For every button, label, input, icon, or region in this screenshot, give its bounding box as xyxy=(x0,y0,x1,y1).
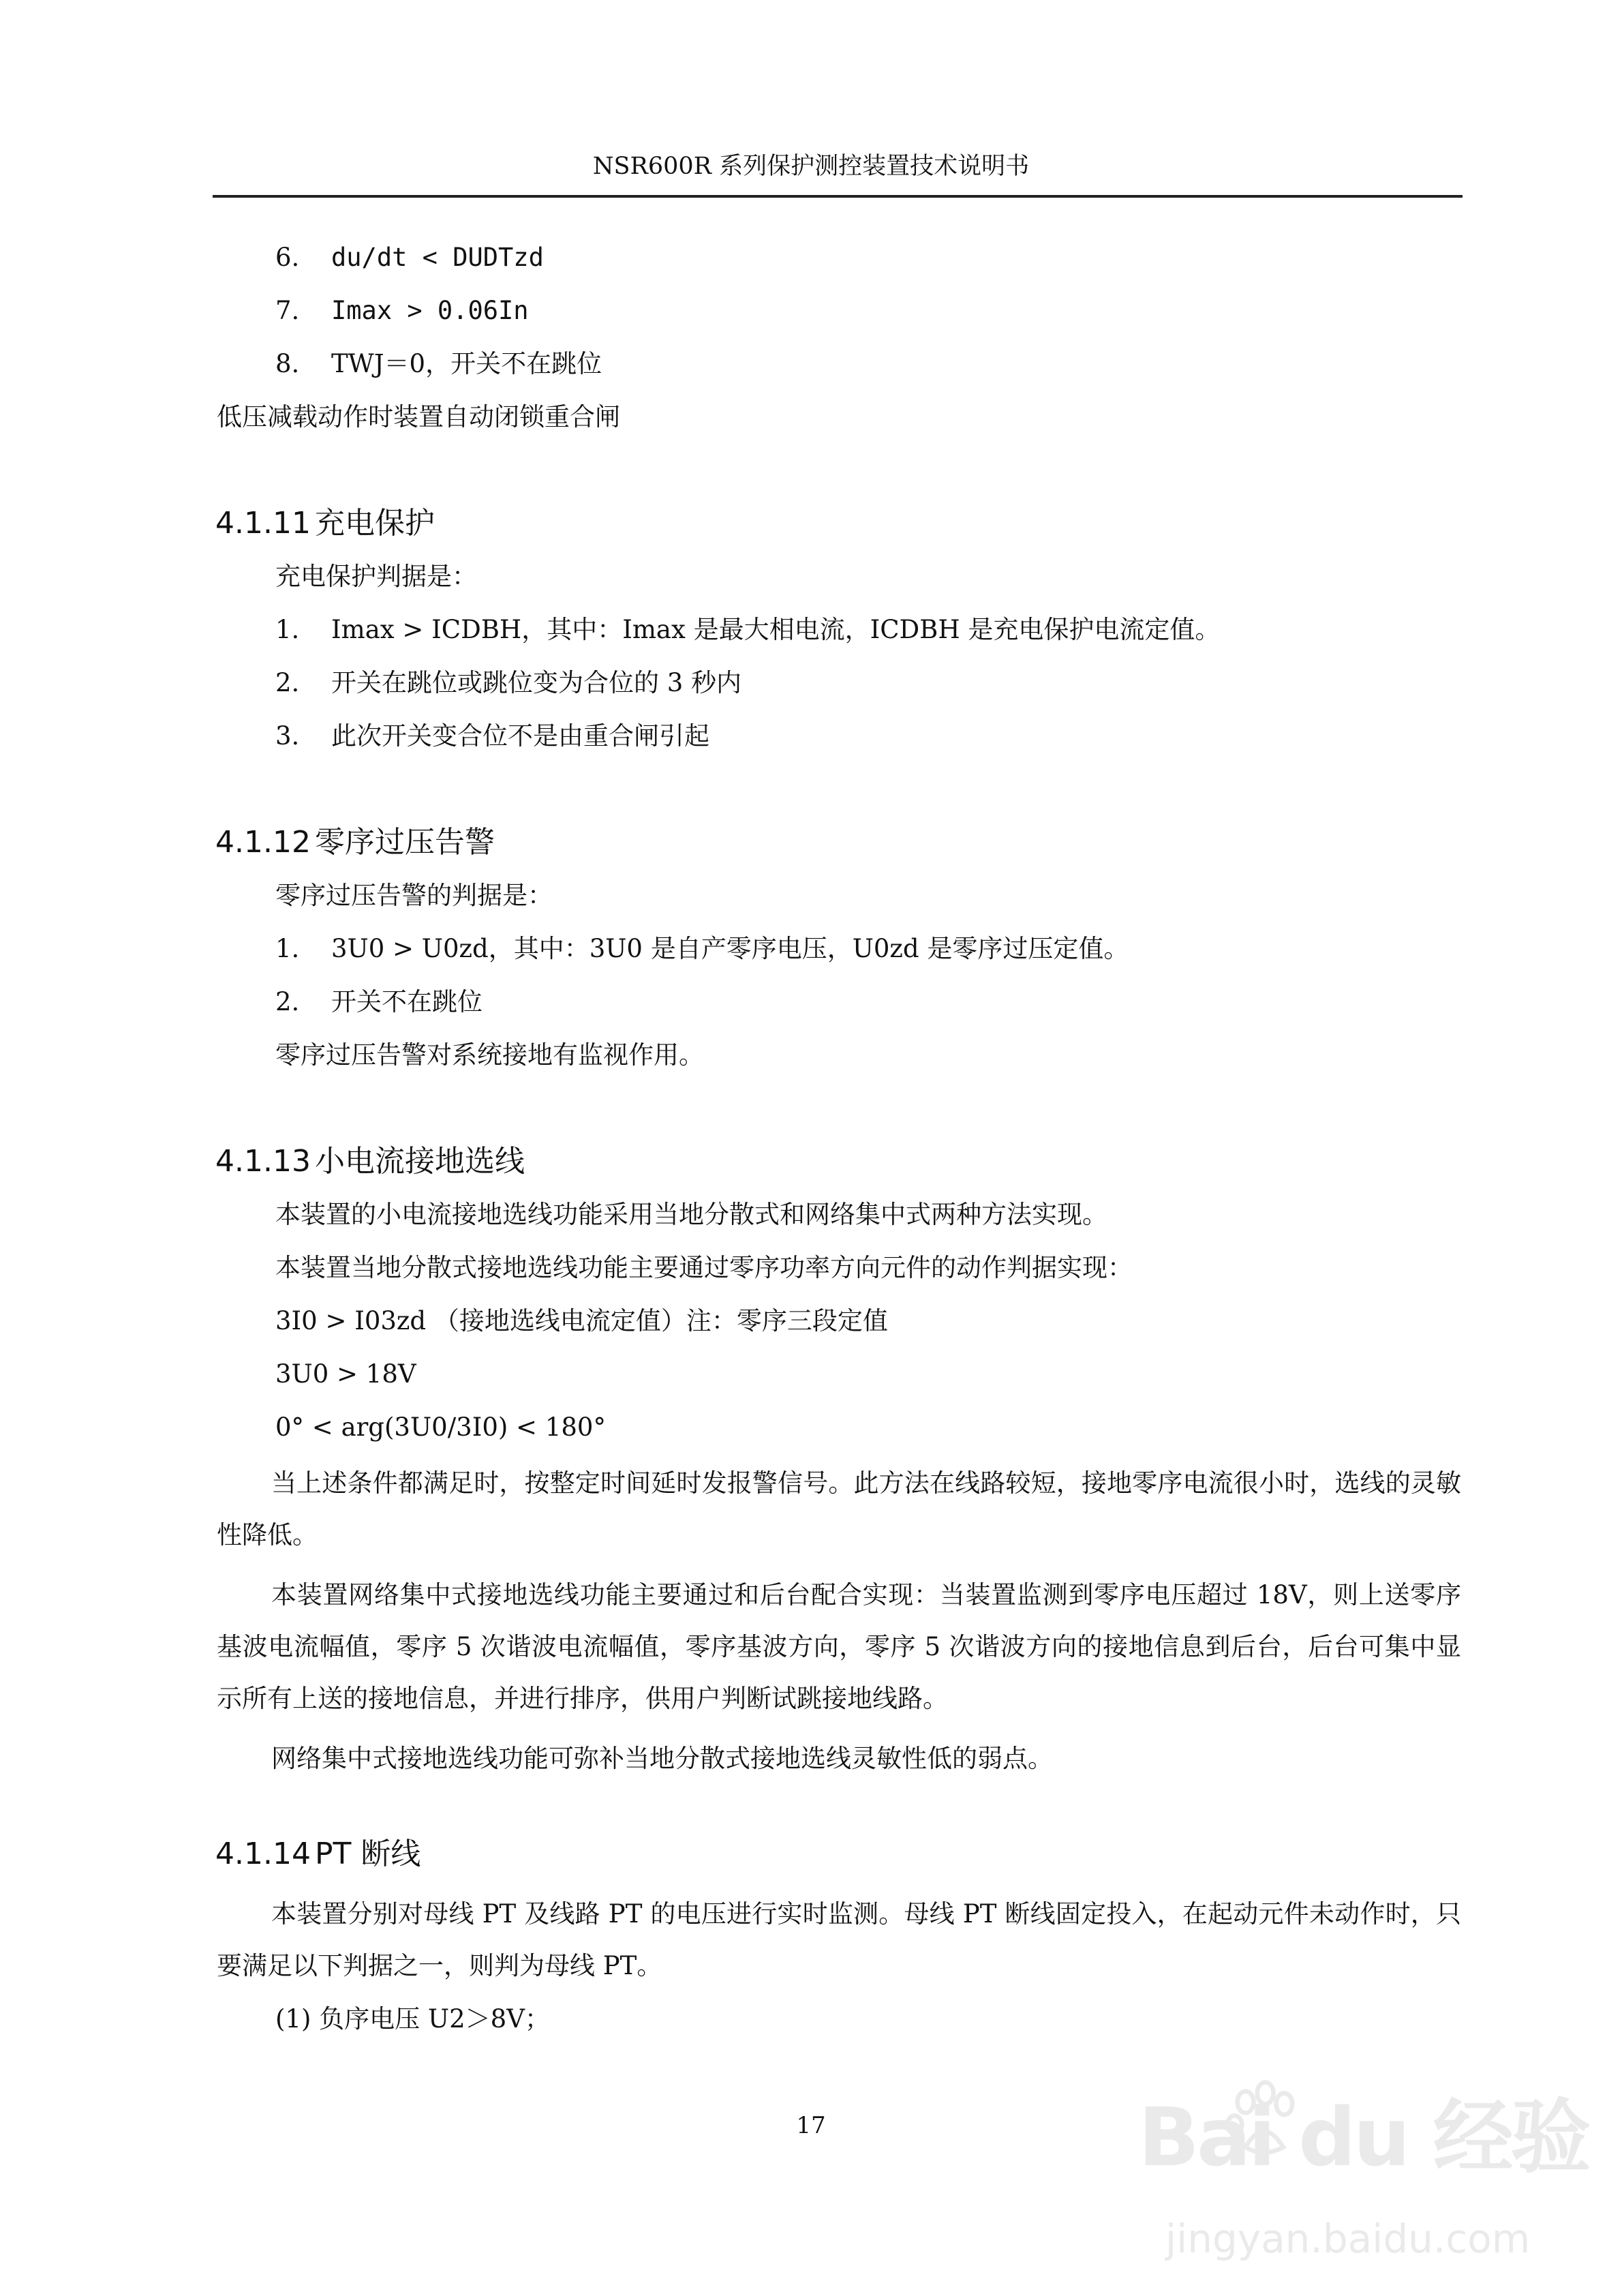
list-item xyxy=(275,241,544,274)
section-number: 4.1.12 xyxy=(215,825,311,860)
list-item xyxy=(275,348,602,380)
item-number: 1. xyxy=(275,934,300,963)
item-number: 7. xyxy=(275,296,300,325)
paragraph: 网络集中式接地选线功能可弥补当地分散式接地选线灵敏性低的弱点。 xyxy=(271,1744,1053,1773)
item-number: 2. xyxy=(275,668,300,697)
section-heading-4-1-14 xyxy=(215,1835,420,1873)
section-number: 4.1.11 xyxy=(215,506,311,541)
item-text: 此次开关变合位不是由重合闸引起 xyxy=(331,721,709,751)
watermark-url: jingyan.baidu.com xyxy=(1165,2216,1531,2262)
criterion-line: 3U0 > 18V xyxy=(275,1359,416,1389)
item-text: Imax > 0.06In xyxy=(331,296,529,325)
paragraph: 本装置的小电流接地选线功能采用当地分散式和网络集中式两种方法实现。 xyxy=(275,1200,1107,1229)
item-number: 3. xyxy=(275,721,300,751)
page-number: 17 xyxy=(796,2112,826,2139)
section-heading-4-1-11 xyxy=(215,504,435,543)
item-text: 3U0 > U0zd，其中：3U0 是自产零序电压，U0zd 是零序过压定值。 xyxy=(331,934,1129,963)
item-text: Imax > ICDBH，其中：Imax 是最大相电流，ICDBH 是充电保护电流定值。 xyxy=(331,615,1221,644)
list-item xyxy=(275,667,741,699)
list-item xyxy=(275,933,1129,965)
section-heading-4-1-12 xyxy=(215,824,495,862)
paragraph: 本装置网络集中式接地选线功能主要通过和后台配合实现：当装置监测到零序电压超过 18V，则上送零序基波电流幅值，零序 5 次谐波电流幅值，零序基波方向，零序 5 次谐波方向的接地信息到后台，后台可集中显示所有上送的接地信息，并进行排序，供用户判断试跳接地线路。 xyxy=(217,1580,1461,1713)
section-number: 4.1.14 xyxy=(215,1837,311,1871)
item-number: 6. xyxy=(275,243,300,272)
paw-icon xyxy=(1219,2075,1309,2165)
criterion-line: 0° < arg(3U0/3I0) < 180° xyxy=(275,1413,606,1442)
list-item xyxy=(275,986,483,1018)
item-number: 8. xyxy=(275,349,300,378)
item-number: 1. xyxy=(275,615,300,644)
section-title: PT 断线 xyxy=(314,1837,421,1871)
paragraph: 当上述条件都满足时，按整定时间延时发报警信号。此方法在线路较短，接地零序电流很小时，选线的灵敏性降低。 xyxy=(217,1468,1461,1550)
running-header: NSR600R 系列保护测控装置技术说明书 xyxy=(592,153,1030,180)
item-text: du/dt < DUDTzd xyxy=(331,243,544,272)
section-lead: 充电保护判据是： xyxy=(275,562,477,591)
section-heading-4-1-13 xyxy=(215,1143,525,1181)
section-lead: 零序过压告警的判据是： xyxy=(275,881,553,910)
section-number: 4.1.13 xyxy=(215,1144,311,1179)
paragraph: 本装置当地分散式接地选线功能主要通过零序功率方向元件的动作判据实现： xyxy=(275,1253,1133,1282)
item-number: 2. xyxy=(275,987,300,1016)
paragraph: 本装置分别对母线 PT 及线路 PT 的电压进行实时监测。母线 PT 断线固定投入，在起动元件未动作时，只要满足以下判据之一，则判为母线 PT。 xyxy=(217,1899,1461,1980)
baidu-jingyan-watermark xyxy=(1138,2072,1589,2291)
list-item xyxy=(275,294,529,327)
section-title: 小电流接地选线 xyxy=(314,1144,525,1179)
section-title: 零序过压告警 xyxy=(314,825,495,860)
list-item xyxy=(275,720,709,753)
intro-note: 低压减载动作时装置自动闭锁重合闸 xyxy=(217,402,620,432)
criterion-line: 3I0 > I03zd （接地选线电流定值）注：零序三段定值 xyxy=(275,1306,888,1335)
section-note: 零序过压告警对系统接地有监视作用。 xyxy=(275,1040,704,1070)
paragraph: (1) 负序电压 U2＞8V； xyxy=(275,2004,550,2034)
item-text: 开关不在跳位 xyxy=(331,987,483,1016)
item-text: TWJ＝0，开关不在跳位 xyxy=(331,349,602,378)
section-title: 充电保护 xyxy=(314,506,435,541)
header-rule xyxy=(213,195,1463,198)
item-text: 开关在跳位或跳位变为合位的 3 秒内 xyxy=(331,668,742,697)
watermark-logo: Bai du 经验 xyxy=(1138,2090,1589,2184)
list-item xyxy=(275,614,1220,646)
